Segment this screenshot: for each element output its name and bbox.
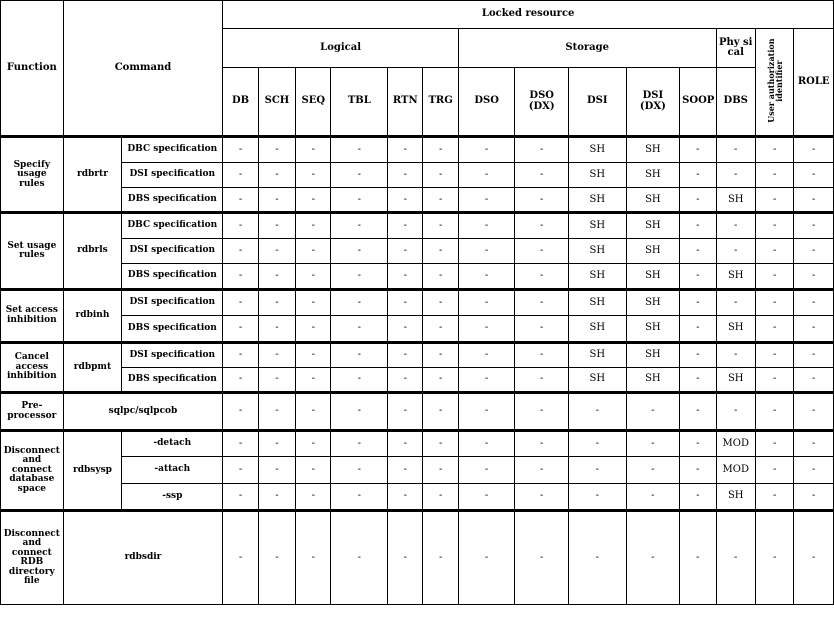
value-cell: -	[331, 393, 388, 431]
value-cell: -	[515, 137, 569, 162]
value-cell: -	[458, 483, 515, 510]
value-cell: -	[296, 430, 331, 456]
header-col: DSI (DX)	[626, 68, 680, 137]
value-cell: -	[331, 162, 388, 187]
value-cell: -	[458, 188, 515, 213]
command-cell: rdbpmt	[63, 342, 122, 393]
value-cell: -	[223, 264, 258, 289]
value-cell: -	[794, 289, 834, 315]
value-cell: -	[296, 289, 331, 315]
value-cell: SH	[568, 289, 626, 315]
value-cell: SH	[716, 316, 755, 342]
value-cell: -	[794, 188, 834, 213]
function-cell: Cancel access inhibition	[1, 342, 64, 393]
value-cell: -	[223, 483, 258, 510]
value-cell: -	[258, 289, 295, 315]
function-cell: Disconnect and connect database space	[1, 430, 64, 510]
value-cell: -	[296, 393, 331, 431]
value-cell: -	[680, 342, 716, 367]
value-cell: -	[626, 511, 680, 605]
value-cell: -	[423, 342, 458, 367]
value-cell: -	[258, 316, 295, 342]
value-cell: -	[223, 342, 258, 367]
value-cell: -	[331, 188, 388, 213]
table-row	[1, 162, 834, 187]
value-cell: -	[515, 511, 569, 605]
value-cell: -	[794, 342, 834, 367]
function-cell: Specify usage rules	[1, 137, 64, 213]
value-cell: -	[258, 430, 295, 456]
value-cell: -	[515, 457, 569, 483]
value-cell: -	[716, 342, 755, 367]
value-cell: -	[794, 457, 834, 483]
value-cell: -	[794, 238, 834, 263]
table-row	[1, 511, 834, 605]
value-cell: -	[423, 483, 458, 510]
header-col: DBS	[716, 68, 755, 137]
function-cell: Disconnect and connect RDB directory file	[1, 511, 64, 605]
value-cell: -	[794, 264, 834, 289]
value-cell: SH	[568, 367, 626, 392]
value-cell: -	[755, 483, 793, 510]
value-cell: -	[626, 457, 680, 483]
value-cell: -	[331, 430, 388, 456]
value-cell: -	[296, 238, 331, 263]
header-row-1	[1, 1, 834, 29]
value-cell: -	[458, 457, 515, 483]
value-cell: -	[794, 137, 834, 162]
value-cell: -	[258, 238, 295, 263]
value-cell: -	[223, 457, 258, 483]
value-cell: -	[755, 264, 793, 289]
value-cell: SH	[568, 162, 626, 187]
value-cell: -	[258, 162, 295, 187]
value-cell: -	[515, 367, 569, 392]
value-cell: -	[223, 430, 258, 456]
value-cell: -	[755, 342, 793, 367]
value-cell: -	[223, 511, 258, 605]
table-row	[1, 367, 834, 392]
header-col: TRG	[423, 68, 458, 137]
header-col: RTN	[388, 68, 423, 137]
value-cell: -	[458, 511, 515, 605]
value-cell: -	[423, 162, 458, 187]
value-cell: -	[626, 483, 680, 510]
table-row	[1, 393, 834, 431]
header-storage: Storage	[458, 29, 716, 68]
value-cell: -	[458, 213, 515, 238]
value-cell: -	[258, 393, 295, 431]
value-cell: SH	[626, 137, 680, 162]
value-cell: -	[716, 238, 755, 263]
value-cell: -	[716, 511, 755, 605]
value-cell: -	[296, 188, 331, 213]
value-cell: -	[296, 457, 331, 483]
value-cell: -	[680, 393, 716, 431]
value-cell: -	[680, 289, 716, 315]
value-cell: -	[680, 238, 716, 263]
header-locked-resource: Locked resource	[223, 1, 834, 29]
value-cell: -	[794, 511, 834, 605]
value-cell: SH	[716, 264, 755, 289]
value-cell: -	[423, 238, 458, 263]
value-cell: -	[388, 430, 423, 456]
header-role: ROLE	[794, 29, 834, 137]
value-cell: -	[388, 316, 423, 342]
value-cell: -	[423, 367, 458, 392]
value-cell: SH	[716, 483, 755, 510]
value-cell: -	[626, 430, 680, 456]
value-cell: -	[626, 393, 680, 431]
value-cell: -	[223, 162, 258, 187]
value-cell: -	[423, 316, 458, 342]
value-cell: -	[331, 483, 388, 510]
value-cell: -	[258, 213, 295, 238]
value-cell: -	[258, 264, 295, 289]
value-cell: -	[794, 430, 834, 456]
value-cell: -	[716, 213, 755, 238]
value-cell: -	[388, 188, 423, 213]
table-row	[1, 483, 834, 510]
header-function: Function	[1, 1, 64, 137]
value-cell: -	[388, 264, 423, 289]
value-cell: -	[296, 162, 331, 187]
header-user-auth	[755, 29, 793, 137]
table-row	[1, 342, 834, 367]
header-col: SOOP	[680, 68, 716, 137]
value-cell: -	[755, 430, 793, 456]
value-cell: SH	[568, 213, 626, 238]
header-col: DSO (DX)	[515, 68, 569, 137]
value-cell: -	[458, 316, 515, 342]
value-cell: SH	[568, 316, 626, 342]
spec-cell: DSI specification	[122, 162, 223, 187]
value-cell: SH	[626, 264, 680, 289]
value-cell: -	[794, 316, 834, 342]
header-col: SCH	[258, 68, 295, 137]
value-cell: SH	[568, 238, 626, 263]
value-cell: -	[223, 289, 258, 315]
value-cell: -	[515, 289, 569, 315]
function-cell: Set access inhibition	[1, 289, 64, 342]
value-cell: -	[296, 137, 331, 162]
value-cell: MOD	[716, 457, 755, 483]
value-cell: -	[794, 162, 834, 187]
value-cell: -	[515, 342, 569, 367]
value-cell: -	[423, 457, 458, 483]
value-cell: -	[568, 393, 626, 431]
spec-cell: DSI specification	[122, 238, 223, 263]
value-cell: -	[423, 511, 458, 605]
spec-cell: DBC specification	[122, 137, 223, 162]
value-cell: -	[716, 393, 755, 431]
value-cell: -	[388, 367, 423, 392]
value-cell: -	[515, 264, 569, 289]
spec-cell: DBS specification	[122, 188, 223, 213]
spec-cell: DBS specification	[122, 264, 223, 289]
value-cell: -	[755, 213, 793, 238]
value-cell: -	[755, 457, 793, 483]
value-cell: -	[680, 213, 716, 238]
value-cell: -	[458, 264, 515, 289]
value-cell: -	[515, 393, 569, 431]
value-cell: -	[223, 213, 258, 238]
function-cell: Pre-processor	[1, 393, 64, 431]
value-cell: -	[331, 213, 388, 238]
value-cell: -	[755, 137, 793, 162]
header-col: TBL	[331, 68, 388, 137]
command-cell: rdbinh	[63, 289, 122, 342]
value-cell: -	[680, 137, 716, 162]
header-logical: Logical	[223, 29, 458, 68]
value-cell: -	[458, 162, 515, 187]
command-cell: sqlpc/sqlpcob	[63, 393, 223, 431]
spec-cell: DSI specification	[122, 289, 223, 315]
value-cell: -	[388, 289, 423, 315]
value-cell: SH	[626, 213, 680, 238]
value-cell: -	[755, 511, 793, 605]
value-cell: SH	[568, 188, 626, 213]
value-cell: -	[568, 430, 626, 456]
value-cell: -	[258, 188, 295, 213]
value-cell: -	[223, 238, 258, 263]
value-cell: -	[331, 289, 388, 315]
value-cell: -	[388, 238, 423, 263]
value-cell: -	[568, 457, 626, 483]
value-cell: SH	[626, 367, 680, 392]
value-cell: -	[680, 483, 716, 510]
table-row	[1, 264, 834, 289]
value-cell: -	[296, 511, 331, 605]
value-cell: -	[223, 188, 258, 213]
value-cell: -	[258, 137, 295, 162]
value-cell: SH	[568, 264, 626, 289]
spec-cell: DBS specification	[122, 367, 223, 392]
value-cell: -	[755, 188, 793, 213]
value-cell: -	[423, 430, 458, 456]
value-cell: -	[331, 342, 388, 367]
value-cell: -	[331, 367, 388, 392]
value-cell: -	[680, 457, 716, 483]
value-cell: SH	[568, 342, 626, 367]
value-cell: -	[458, 342, 515, 367]
value-cell: -	[458, 393, 515, 431]
value-cell: -	[680, 162, 716, 187]
value-cell: -	[296, 367, 331, 392]
value-cell: MOD	[716, 430, 755, 456]
value-cell: SH	[626, 188, 680, 213]
value-cell: -	[388, 162, 423, 187]
value-cell: -	[331, 238, 388, 263]
value-cell: SH	[626, 316, 680, 342]
value-cell: -	[794, 483, 834, 510]
value-cell: -	[794, 367, 834, 392]
value-cell: -	[458, 367, 515, 392]
spec-cell: -detach	[122, 430, 223, 456]
value-cell: -	[388, 393, 423, 431]
spec-cell: DSI specification	[122, 342, 223, 367]
value-cell: -	[388, 137, 423, 162]
value-cell: -	[515, 188, 569, 213]
value-cell: -	[515, 430, 569, 456]
value-cell: -	[794, 393, 834, 431]
table-row	[1, 188, 834, 213]
value-cell: -	[755, 367, 793, 392]
value-cell: -	[423, 289, 458, 315]
table-row	[1, 316, 834, 342]
value-cell: -	[296, 316, 331, 342]
command-cell: rdbsdir	[63, 511, 223, 605]
command-cell: rdbrls	[63, 213, 122, 289]
value-cell: -	[388, 213, 423, 238]
value-cell: -	[716, 162, 755, 187]
value-cell: -	[515, 238, 569, 263]
header-user-auth-text: User authorization identifier	[765, 38, 784, 123]
spec-cell: -attach	[122, 457, 223, 483]
value-cell: -	[258, 511, 295, 605]
value-cell: -	[680, 316, 716, 342]
value-cell: -	[331, 457, 388, 483]
value-cell: SH	[716, 188, 755, 213]
value-cell: -	[680, 367, 716, 392]
value-cell: -	[716, 137, 755, 162]
value-cell: -	[458, 289, 515, 315]
value-cell: -	[568, 483, 626, 510]
table-row	[1, 137, 834, 162]
value-cell: -	[223, 316, 258, 342]
value-cell: -	[755, 393, 793, 431]
command-cell: rdbrtr	[63, 137, 122, 213]
value-cell: -	[296, 264, 331, 289]
value-cell: -	[680, 188, 716, 213]
value-cell: -	[680, 430, 716, 456]
header-command: Command	[63, 1, 223, 137]
value-cell: -	[388, 342, 423, 367]
value-cell: -	[258, 342, 295, 367]
value-cell: -	[296, 213, 331, 238]
value-cell: SH	[568, 137, 626, 162]
value-cell: -	[423, 137, 458, 162]
value-cell: SH	[716, 367, 755, 392]
value-cell: -	[458, 137, 515, 162]
value-cell: -	[331, 316, 388, 342]
value-cell: -	[423, 213, 458, 238]
value-cell: -	[755, 238, 793, 263]
header-col: DB	[223, 68, 258, 137]
table-row	[1, 457, 834, 483]
header-col: DSI	[568, 68, 626, 137]
value-cell: -	[296, 342, 331, 367]
value-cell: -	[258, 483, 295, 510]
value-cell: -	[755, 316, 793, 342]
function-cell: Set usage rules	[1, 213, 64, 289]
value-cell: -	[515, 483, 569, 510]
value-cell: -	[680, 264, 716, 289]
value-cell: -	[258, 367, 295, 392]
value-cell: -	[568, 511, 626, 605]
table-row	[1, 430, 834, 456]
value-cell: -	[423, 188, 458, 213]
value-cell: -	[331, 264, 388, 289]
header-col: SEQ	[296, 68, 331, 137]
value-cell: -	[331, 137, 388, 162]
spec-cell: -ssp	[122, 483, 223, 510]
value-cell: -	[680, 511, 716, 605]
header-col: DSO	[458, 68, 515, 137]
value-cell: -	[716, 289, 755, 315]
value-cell: -	[388, 483, 423, 510]
table-row	[1, 289, 834, 315]
value-cell: -	[388, 457, 423, 483]
table-row	[1, 213, 834, 238]
value-cell: -	[223, 367, 258, 392]
value-cell: SH	[626, 289, 680, 315]
value-cell: -	[515, 213, 569, 238]
value-cell: -	[515, 162, 569, 187]
value-cell: -	[223, 393, 258, 431]
value-cell: -	[258, 457, 295, 483]
value-cell: SH	[626, 238, 680, 263]
value-cell: SH	[626, 162, 680, 187]
header-physical: Phy si cal	[716, 29, 755, 68]
value-cell: -	[515, 316, 569, 342]
value-cell: -	[423, 393, 458, 431]
spec-cell: DBC specification	[122, 213, 223, 238]
spec-cell: DBS specification	[122, 316, 223, 342]
value-cell: -	[423, 264, 458, 289]
table-row	[1, 238, 834, 263]
command-cell: rdbsysp	[63, 430, 122, 510]
value-cell: -	[755, 162, 793, 187]
value-cell: -	[331, 511, 388, 605]
value-cell: -	[223, 137, 258, 162]
value-cell: -	[388, 511, 423, 605]
value-cell: -	[458, 238, 515, 263]
value-cell: -	[794, 213, 834, 238]
value-cell: -	[755, 289, 793, 315]
value-cell: -	[458, 430, 515, 456]
value-cell: -	[296, 483, 331, 510]
value-cell: SH	[626, 342, 680, 367]
